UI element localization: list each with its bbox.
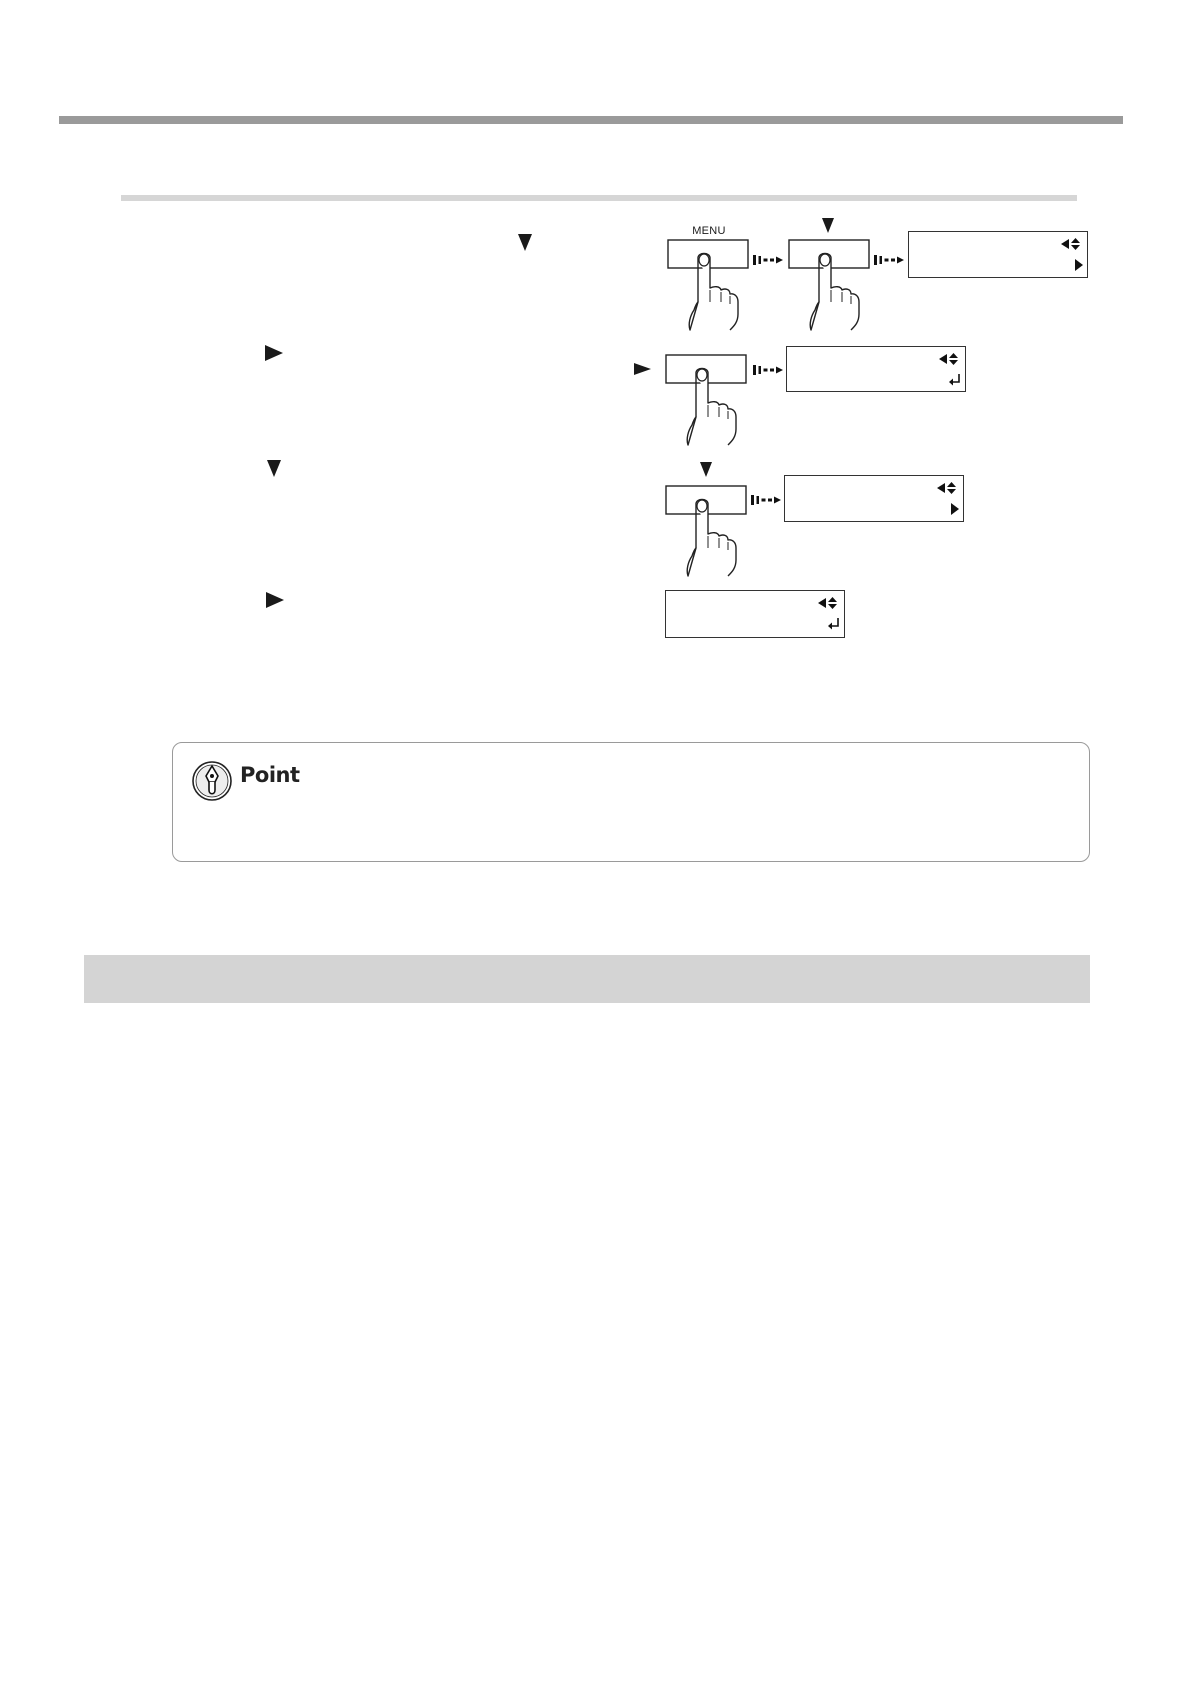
scroll-arrows-icon — [937, 482, 957, 495]
lcd-display — [786, 346, 966, 392]
flow-arrow-icon — [753, 254, 785, 266]
step2-right-arrow-icon — [265, 345, 283, 361]
step3-down-arrow-icon — [267, 460, 281, 477]
enter-icon — [949, 374, 962, 387]
next-arrow-icon — [951, 503, 960, 515]
point-note-box — [172, 742, 1090, 862]
top-rule — [59, 116, 1123, 124]
next-arrow-icon — [1075, 259, 1084, 271]
lcd-display — [665, 590, 845, 638]
step4-right-arrow-icon — [266, 592, 284, 608]
section-heading-band — [84, 955, 1090, 1003]
lcd-display — [908, 231, 1088, 278]
right-arrow-icon — [634, 363, 651, 375]
step1-down-arrow-icon — [518, 234, 532, 251]
menu-button-label: MENU — [692, 225, 726, 237]
scroll-arrows-icon — [818, 597, 838, 610]
right-button-hand-icon[interactable] — [666, 355, 748, 449]
down-button-hand-icon[interactable] — [666, 486, 748, 580]
lcd-display — [784, 475, 964, 522]
point-pen-icon — [191, 760, 233, 802]
down-arrow-icon — [700, 462, 712, 477]
down-arrow-icon — [822, 218, 834, 233]
point-title: Point — [240, 763, 300, 787]
flow-arrow-icon — [751, 494, 783, 506]
menu-button-hand-icon[interactable] — [668, 240, 750, 334]
flow-arrow-icon — [753, 364, 785, 376]
down-button-hand-icon[interactable] — [789, 240, 871, 334]
scroll-arrows-icon — [1061, 238, 1081, 251]
scroll-arrows-icon — [939, 353, 959, 366]
section-rule — [121, 195, 1077, 201]
enter-icon — [828, 618, 841, 631]
flow-arrow-icon — [874, 254, 906, 266]
